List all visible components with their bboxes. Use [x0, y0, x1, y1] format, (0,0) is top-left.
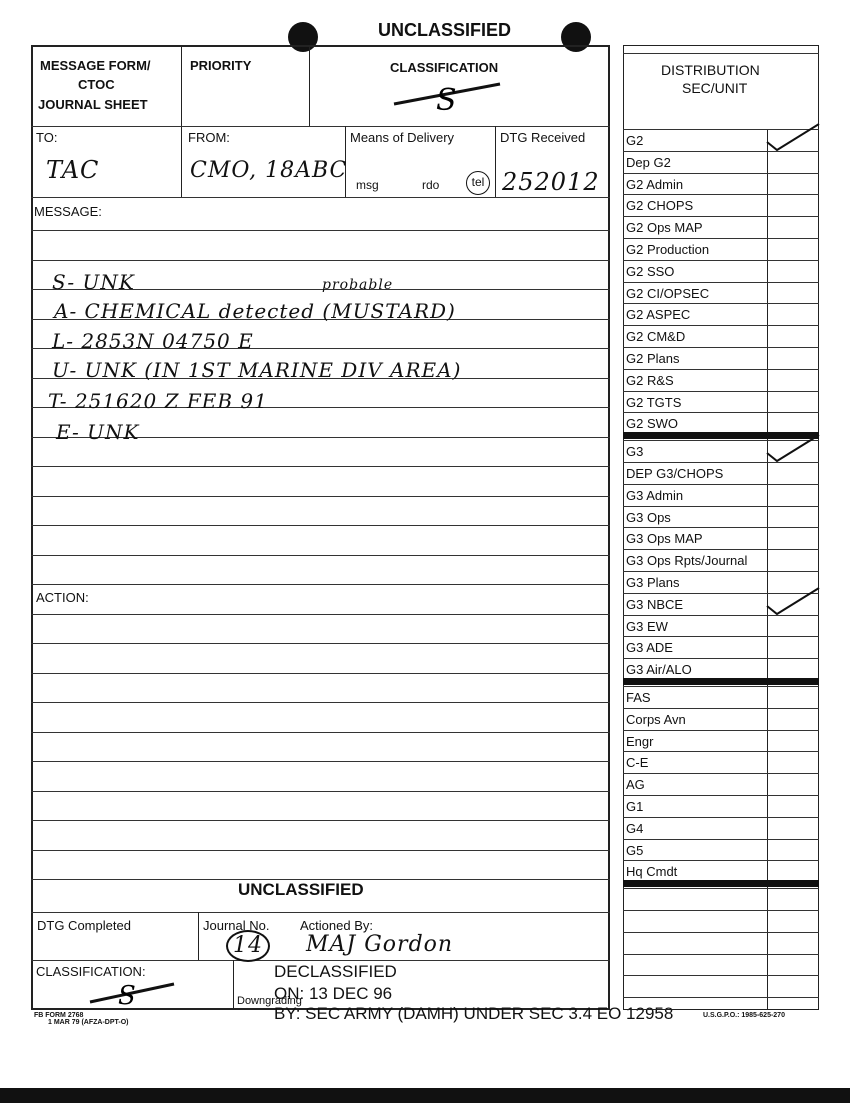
distribution-row-label: G2 ASPEC — [626, 307, 691, 322]
classification-footer-label: CLASSIFICATION: — [36, 964, 146, 979]
distribution-row-label: C-E — [626, 755, 649, 770]
message-rule-line — [31, 850, 610, 851]
svg-text:S: S — [436, 83, 458, 116]
distribution-row[interactable] — [623, 173, 819, 196]
distribution-row-label: AG — [626, 777, 645, 792]
form-id-line2: 1 MAR 79 (AFZA-DPT-O) — [48, 1019, 129, 1026]
distribution-row[interactable] — [623, 839, 819, 862]
message-rule-line — [31, 614, 610, 615]
bottom-edge-bar — [0, 1088, 850, 1103]
dtg-received-value: 252012 — [502, 168, 600, 196]
message-rule-line — [31, 496, 610, 497]
distribution-row[interactable] — [623, 238, 819, 261]
distribution-row[interactable] — [623, 730, 819, 753]
distribution-row-label: G3 Ops MAP — [626, 531, 703, 546]
dtg-completed-label: DTG Completed — [37, 918, 131, 933]
distribution-row-label: G2 TGTS — [626, 395, 682, 410]
means-option-tel-circled — [466, 171, 490, 195]
distribution-row-label: G3 Ops — [626, 510, 671, 525]
message-rule-line — [31, 761, 610, 762]
distribution-row-label: G4 — [626, 821, 644, 836]
message-label: MESSAGE: — [34, 204, 102, 219]
distribution-row[interactable] — [623, 751, 819, 774]
bottom-classification: UNCLASSIFIED — [238, 880, 364, 899]
actioned-by-label: Actioned By: — [300, 918, 373, 933]
classification-slash-s — [392, 72, 502, 116]
distribution-row[interactable] — [623, 462, 819, 485]
distribution-row[interactable] — [623, 325, 819, 348]
checkmark-icon — [763, 582, 823, 618]
distribution-row-label: G5 — [626, 843, 644, 858]
top-classification: UNCLASSIFIED — [378, 20, 512, 40]
classification-label: CLASSIFICATION — [390, 60, 499, 75]
message-rule-line — [31, 230, 610, 231]
priority-label: PRIORITY — [190, 58, 252, 73]
distribution-row-label: G2 Production — [626, 242, 710, 257]
downgrading-label: Downgrading — [237, 995, 302, 1007]
form-title-line1: MESSAGE FORM/ — [40, 58, 151, 73]
distribution-row-label: FAS — [626, 690, 651, 705]
distribution-row-label: G3 EW — [626, 619, 668, 634]
distribution-row-label: G2 CM&D — [626, 329, 686, 344]
message-line-3: L- 2853N 04750 E — [52, 329, 254, 353]
distribution-row[interactable] — [623, 129, 819, 152]
declassified-stamp-line2: ON: 13 DEC 96 — [274, 984, 393, 1003]
form-title-line2: CTOC — [78, 77, 115, 92]
checkmark-icon — [763, 429, 823, 465]
message-line-4: U- UNK (IN 1ST MARINE DIV AREA) — [52, 358, 462, 382]
distribution-row[interactable] — [623, 391, 819, 414]
distribution-row-label: G3 NBCE — [626, 597, 684, 612]
distribution-row-blank — [623, 888, 819, 911]
distribution-row[interactable] — [623, 216, 819, 239]
distribution-row-label: Hq Cmdt — [626, 864, 678, 879]
distribution-row-label: G2 Admin — [626, 177, 684, 192]
message-annotation: probable — [322, 277, 394, 293]
distribution-row-label: G2 — [626, 133, 644, 148]
distribution-row-label: G2 R&S — [626, 373, 674, 388]
distribution-row[interactable] — [623, 686, 819, 709]
distribution-row-label: G3 ADE — [626, 640, 673, 655]
distribution-row[interactable] — [623, 615, 819, 638]
distribution-row-blank — [623, 954, 819, 977]
distribution-row-label: G3 — [626, 444, 644, 459]
distribution-row-label: DEP G3/CHOPS — [626, 466, 724, 481]
distribution-row[interactable] — [623, 260, 819, 283]
distribution-row[interactable] — [623, 303, 819, 326]
distribution-row[interactable] — [623, 527, 819, 550]
distribution-row[interactable] — [623, 795, 819, 818]
message-rule-line — [31, 820, 610, 821]
distribution-row-label: G1 — [626, 799, 644, 814]
distribution-row[interactable] — [623, 484, 819, 507]
distribution-row-label: G3 Plans — [626, 575, 680, 590]
message-line-1: S- UNK — [52, 270, 135, 294]
journal-no-value: 14 — [233, 933, 263, 958]
distribution-row[interactable] — [623, 593, 819, 616]
distribution-row-label: G3 Ops Rpts/Journal — [626, 553, 748, 568]
message-rule-line — [31, 466, 610, 467]
distribution-row[interactable] — [623, 369, 819, 392]
message-rule-line — [31, 702, 610, 703]
distribution-row-label: G2 Plans — [626, 351, 680, 366]
svg-text:S: S — [118, 981, 136, 1008]
message-rule-line — [31, 584, 610, 585]
message-rule-line — [31, 673, 610, 674]
dtg-received-label: DTG Received — [500, 130, 586, 145]
distribution-row-label: G3 Admin — [626, 488, 684, 503]
to-label: TO: — [36, 130, 58, 145]
distribution-row-label: Corps Avn — [626, 712, 686, 727]
means-option-msg: msg — [356, 178, 379, 192]
distribution-row-label: G2 SSO — [626, 264, 675, 279]
declassified-stamp-line3: BY: SEC ARMY (DAMH) UNDER SEC 3.4 EO 12958 — [274, 1004, 674, 1023]
journal-no-label: Journal No. — [203, 918, 270, 933]
distribution-row-label: G2 Ops MAP — [626, 220, 703, 235]
distribution-row[interactable] — [623, 194, 819, 217]
to-value: TAC — [46, 156, 100, 184]
message-rule-line — [31, 555, 610, 556]
message-rule-line — [31, 791, 610, 792]
message-rule-line — [31, 643, 610, 644]
means-of-delivery-label: Means of Delivery — [350, 130, 455, 145]
from-label: FROM: — [188, 130, 230, 145]
means-option-rdo: rdo — [422, 178, 440, 192]
distribution-row-label: G3 Air/ALO — [626, 662, 692, 677]
message-rule-line — [31, 732, 610, 733]
distribution-row[interactable] — [623, 347, 819, 370]
classification-mark — [392, 72, 502, 120]
distribution-title-line2: SEC/UNIT — [682, 80, 748, 96]
distribution-row-label: Engr — [626, 734, 654, 749]
gpo-text: U.S.G.P.O.: 1985-625-270 — [703, 1012, 785, 1019]
distribution-row-label: G2 CHOPS — [626, 198, 694, 213]
distribution-group-divider — [623, 678, 819, 685]
checkmark-icon — [763, 118, 823, 154]
distribution-row[interactable] — [623, 506, 819, 529]
distribution-row[interactable] — [623, 636, 819, 659]
distribution-row[interactable] — [623, 440, 819, 463]
message-line-2: A- CHEMICAL detected (MUSTARD) — [54, 299, 456, 323]
distribution-row-label: G2 SWO — [626, 416, 679, 431]
message-rule-line — [31, 260, 610, 261]
distribution-row-blank — [623, 997, 819, 1020]
action-label: ACTION: — [36, 590, 89, 605]
distribution-row-blank — [623, 910, 819, 933]
distribution-row[interactable] — [623, 773, 819, 796]
from-value: CMO, 18ABC — [190, 158, 348, 183]
form-id-line1: FB FORM 2768 — [34, 1012, 84, 1019]
declassified-stamp-line1: DECLASSIFIED — [274, 962, 397, 981]
distribution-row-blank — [623, 975, 819, 998]
means-option-tel: tel — [471, 175, 485, 189]
distribution-row-label: G2 CI/OPSEC — [626, 286, 710, 301]
journal-no-circle — [226, 930, 270, 962]
message-line-5: T- 251620 Z FEB 91 — [48, 389, 268, 413]
classification-footer-mark — [88, 976, 178, 1013]
distribution-row-blank — [623, 932, 819, 955]
distribution-row[interactable] — [623, 817, 819, 840]
message-rule-line — [31, 525, 610, 526]
distribution-row[interactable] — [623, 151, 819, 174]
distribution-row-label: Dep G2 — [626, 155, 671, 170]
distribution-row[interactable] — [623, 282, 819, 305]
distribution-group-divider — [623, 880, 819, 887]
form-title-line3: JOURNAL SHEET — [38, 97, 148, 112]
distribution-title-line1: DISTRIBUTION — [661, 62, 760, 78]
distribution-row[interactable] — [623, 549, 819, 572]
distribution-row[interactable] — [623, 708, 819, 731]
actioned-by-value: MAJ Gordon — [306, 932, 454, 957]
message-line-6: E- UNK — [56, 420, 140, 444]
